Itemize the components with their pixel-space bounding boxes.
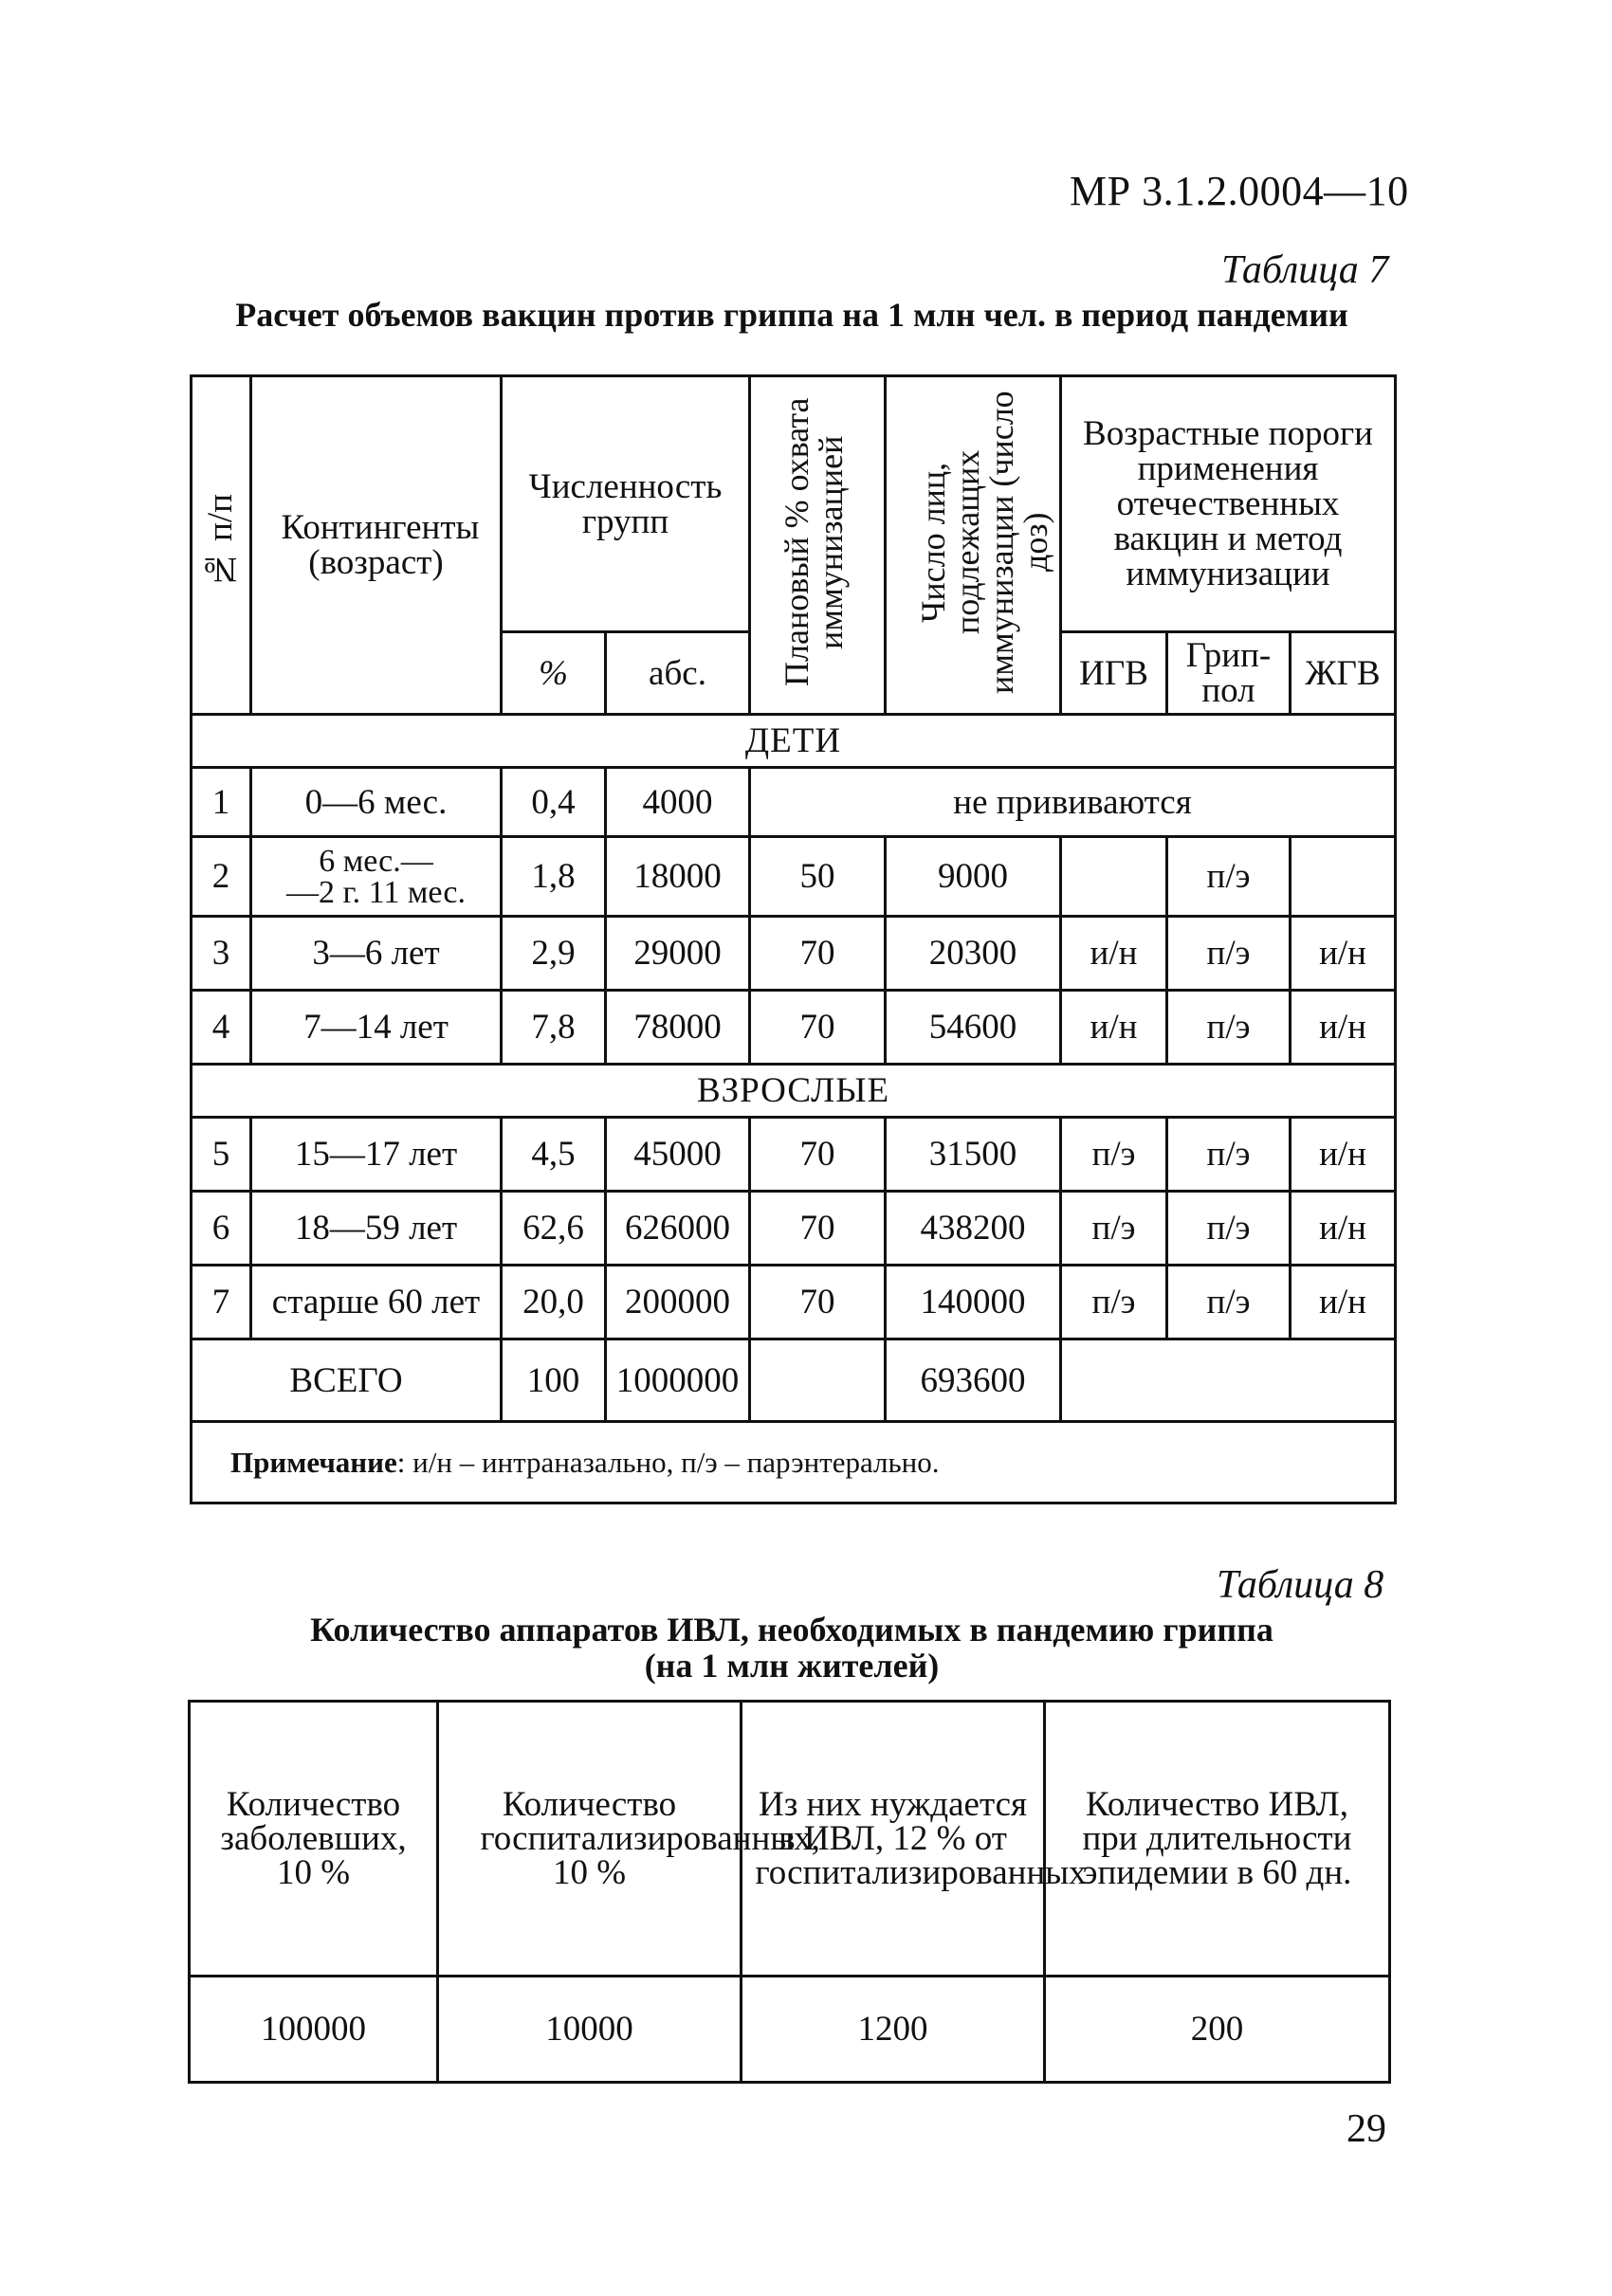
row-number: 5: [192, 1118, 251, 1192]
row-not-vaccinated: не прививаются: [750, 768, 1396, 837]
table-row: [192, 837, 1396, 917]
table-7: [190, 374, 1397, 1504]
table-row: [192, 1266, 1396, 1339]
row-igv: п/э: [1061, 1118, 1167, 1192]
value-ivl-needed: 1200: [742, 1977, 1045, 2083]
section-children: ДЕТИ: [192, 715, 1396, 768]
row-count: 9000: [886, 837, 1061, 917]
row-plan: 70: [750, 1192, 886, 1266]
header-persons-count: Число лиц, подлежащих иммунизации (число доз): [886, 376, 1061, 715]
table-7-note: [192, 1422, 1396, 1503]
row-absolute: 18000: [606, 837, 750, 917]
document-code: МР 3.1.2.0004—10: [1070, 168, 1409, 214]
value-sick-count: 100000: [190, 1977, 438, 2083]
row-plan: 70: [750, 1266, 886, 1339]
row-plan: 70: [750, 991, 886, 1065]
header-igv: ИГВ: [1061, 632, 1167, 715]
row-grippol: п/э: [1167, 837, 1291, 917]
note-label: Примечание: [230, 1446, 397, 1479]
header-grippol: Грип-пол: [1167, 632, 1291, 715]
header-group-size: Численность групп: [502, 376, 750, 632]
row-percent: 2,9: [502, 917, 606, 991]
row-percent: 62,6: [502, 1192, 606, 1266]
header-ivl-needed: Из них нуждается в ИВЛ, 12 % от госпитализированных: [742, 1702, 1045, 1977]
row-count: 31500: [886, 1118, 1061, 1192]
row-grippol: п/э: [1167, 991, 1291, 1065]
row-contingent: старше 60 лет: [251, 1266, 502, 1339]
row-number: 1: [192, 768, 251, 837]
row-contingent: 7—14 лет: [251, 991, 502, 1065]
table-8-title-line-1: Количество аппаратов ИВЛ, необходимых в пандемию гриппа: [310, 1611, 1273, 1649]
row-igv: п/э: [1061, 1192, 1167, 1266]
row-count: 54600: [886, 991, 1061, 1065]
header-contingent: Контингенты (возраст): [251, 376, 502, 715]
total-label: ВСЕГО: [192, 1339, 502, 1422]
row-number: 3: [192, 917, 251, 991]
row-plan: 70: [750, 917, 886, 991]
row-igv: [1061, 837, 1167, 917]
header-age-thresholds: Возрастные пороги применения отечественных вакцин и метод иммунизации: [1061, 376, 1396, 632]
row-percent: 7,8: [502, 991, 606, 1065]
row-count: 438200: [886, 1192, 1061, 1266]
row-plan: 70: [750, 1118, 886, 1192]
row-plan: 50: [750, 837, 886, 917]
table-row: [192, 768, 1396, 837]
contingent-line-1: 6 мес.—: [319, 843, 433, 879]
row-absolute: 78000: [606, 991, 750, 1065]
value-ivl-count: 200: [1045, 1977, 1390, 2083]
table-row: [190, 1977, 1390, 2083]
header-ivl-count: Количество ИВЛ, при длительности эпидемии в 60 дн.: [1045, 1702, 1390, 1977]
row-grippol: п/э: [1167, 1118, 1291, 1192]
table-row: [192, 1192, 1396, 1266]
row-zhgv: и/н: [1291, 1266, 1396, 1339]
row-zhgv: и/н: [1291, 1118, 1396, 1192]
table-8-title: [190, 1612, 1394, 1684]
row-absolute: 45000: [606, 1118, 750, 1192]
value-hospitalized-count: 10000: [438, 1977, 742, 2083]
header-zhgv: ЖГВ: [1291, 632, 1396, 715]
header-percent: %: [502, 632, 606, 715]
header-sick-count: Количество заболевших, 10 %: [190, 1702, 438, 1977]
table-row: [192, 991, 1396, 1065]
row-percent: 1,8: [502, 837, 606, 917]
row-number: 6: [192, 1192, 251, 1266]
row-zhgv: и/н: [1291, 1192, 1396, 1266]
row-percent: 0,4: [502, 768, 606, 837]
row-contingent: 15—17 лет: [251, 1118, 502, 1192]
table-8: [188, 1700, 1391, 2084]
row-absolute: 200000: [606, 1266, 750, 1339]
total-plan-empty: [750, 1339, 886, 1422]
row-absolute: 29000: [606, 917, 750, 991]
header-absolute: абс.: [606, 632, 750, 715]
header-hospitalized-count: Количество госпитализированных, 10 %: [438, 1702, 742, 1977]
row-zhgv: [1291, 837, 1396, 917]
row-percent: 4,5: [502, 1118, 606, 1192]
row-absolute: 626000: [606, 1192, 750, 1266]
header-number: № п/п: [192, 376, 251, 715]
row-grippol: п/э: [1167, 1266, 1291, 1339]
row-contingent: 3—6 лет: [251, 917, 502, 991]
row-igv: п/э: [1061, 1266, 1167, 1339]
total-count: 693600: [886, 1339, 1061, 1422]
row-grippol: п/э: [1167, 917, 1291, 991]
table-8-title-line-2: (на 1 млн жителей): [644, 1647, 940, 1685]
row-number: 4: [192, 991, 251, 1065]
total-methods-empty: [1061, 1339, 1396, 1422]
row-number: 2: [192, 837, 251, 917]
page-number: 29: [1346, 2107, 1386, 2151]
row-absolute: 4000: [606, 768, 750, 837]
row-zhgv: и/н: [1291, 991, 1396, 1065]
table-7-number: Таблица 7: [1221, 248, 1389, 292]
row-contingent: 0—6 мес.: [251, 768, 502, 837]
row-zhgv: и/н: [1291, 917, 1396, 991]
section-adults: ВЗРОСЛЫЕ: [192, 1065, 1396, 1118]
contingent-line-2: —2 г. 11 мес.: [286, 874, 466, 910]
row-igv: и/н: [1061, 917, 1167, 991]
row-grippol: п/э: [1167, 1192, 1291, 1266]
table-7-title: Расчет объемов вакцин против гриппа на 1 млн чел. в период пандемии: [235, 296, 1348, 334]
row-count: 20300: [886, 917, 1061, 991]
table-row: [192, 917, 1396, 991]
row-contingent: [251, 837, 502, 917]
total-row: [192, 1339, 1396, 1422]
row-igv: и/н: [1061, 991, 1167, 1065]
row-number: 7: [192, 1266, 251, 1339]
row-percent: 20,0: [502, 1266, 606, 1339]
table-8-number: Таблица 8: [1217, 1563, 1384, 1607]
header-plan-coverage: Плановый % охвата иммунизацией: [750, 376, 886, 715]
total-absolute: 1000000: [606, 1339, 750, 1422]
total-percent: 100: [502, 1339, 606, 1422]
note-text: : и/н – интраназально, п/э – парэнтерально.: [396, 1446, 940, 1479]
row-count: 140000: [886, 1266, 1061, 1339]
table-row: [192, 1118, 1396, 1192]
row-contingent: 18—59 лет: [251, 1192, 502, 1266]
